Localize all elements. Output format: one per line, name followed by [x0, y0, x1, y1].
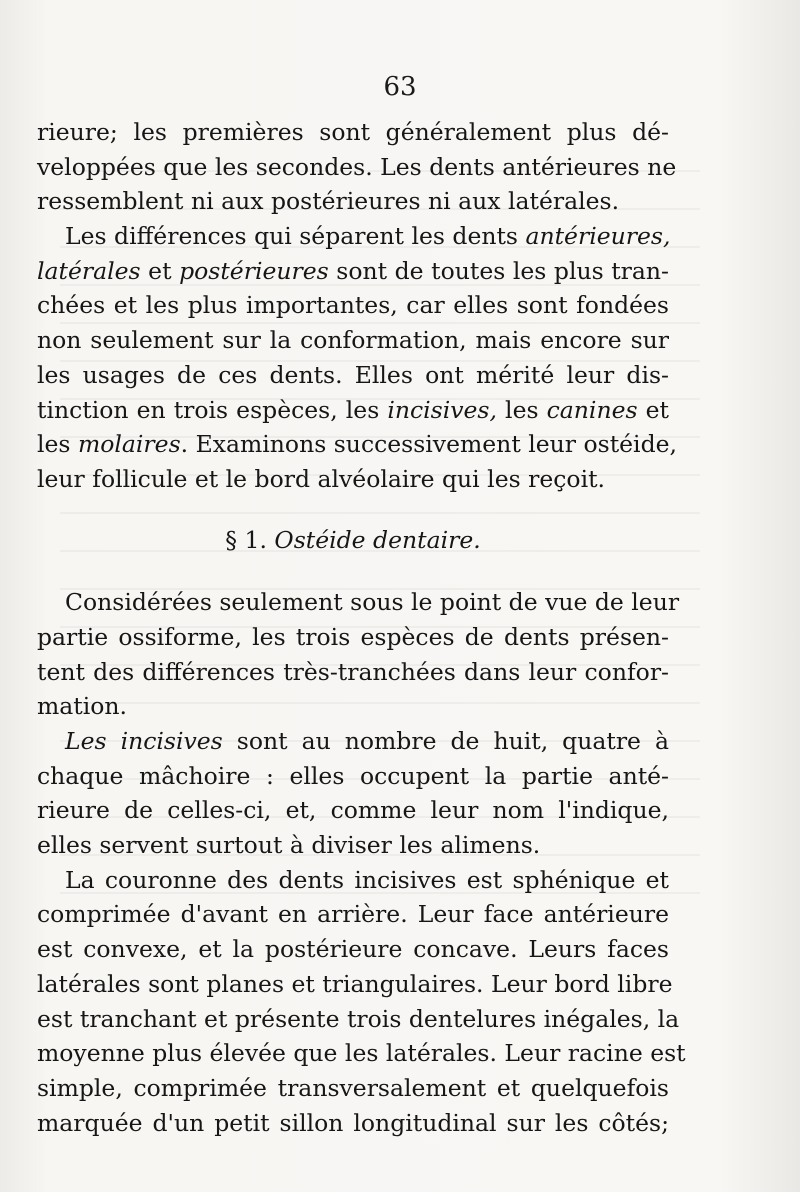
text-line: ressemblent ni aux postérieures ni aux latérales.	[37, 187, 620, 216]
text-line: les molaires. Examinons successivement leur ostéide,	[37, 430, 677, 459]
text-line: simple, comprimée transversalement et quelquefois	[37, 1073, 669, 1102]
text-line: leur follicule et le bord alvéolaire qui les reçoit.	[37, 464, 606, 493]
paragraph-1	[37, 115, 677, 219]
text-line: Les différences qui séparent les dents antérieures,	[65, 222, 671, 251]
text-line: tent des différences très-tranchées dans leur confor-	[37, 657, 669, 686]
text-line: elles servent surtout à diviser les alimens.	[37, 831, 541, 860]
text-line: rieure de celles-ci, et, comme leur nom l'indique,	[37, 796, 669, 825]
text-line: Considérées seulement sous le point de vue de leur	[65, 588, 680, 617]
italic-term: molaires	[77, 430, 181, 459]
italic-term: antérieures,	[525, 222, 671, 251]
italic-term: incisives,	[387, 395, 497, 424]
text-line: les usages de ces dents. Elles ont mérité leur dis-	[37, 360, 669, 389]
section-heading	[37, 523, 669, 558]
section-title: Ostéide dentaire.	[274, 525, 481, 554]
paragraph-2	[37, 219, 677, 497]
text-line: latérales sont planes et triangulaires. Leur bord libre	[37, 969, 673, 998]
text-line: latérales et postérieures sont de toutes les plus tran-	[37, 256, 669, 285]
text-line: marquée d'un petit sillon longitudinal sur les côtés;	[37, 1108, 669, 1137]
text-line: veloppées que les secondes. Les dents antérieures ne	[37, 152, 677, 181]
page-number: 63	[383, 72, 417, 102]
text-line: tinction en trois espèces, les incisives, les canines et	[37, 395, 669, 424]
body-text	[37, 115, 686, 1140]
text-line: Les incisives sont au nombre de huit, quatre à	[65, 727, 669, 755]
text-line: partie ossiforme, les trois espèces de dents présen-	[37, 622, 669, 651]
text-line: rieure; les premières sont généralement plus dé-	[37, 118, 669, 146]
text-line: est tranchant et présente trois dentelures inégales, la	[37, 1004, 680, 1033]
paragraph-5	[37, 863, 686, 1141]
italic-term: postérieures	[179, 256, 329, 285]
text-line: chées et les plus importantes, car elles sont fondées	[37, 291, 669, 320]
text-line: mation.	[37, 692, 128, 721]
italic-term: canines	[546, 395, 638, 424]
paragraph-4	[37, 724, 669, 863]
text-line: moyenne plus élevée que les latérales. Leur racine est	[37, 1039, 686, 1068]
italic-term: latérales	[37, 256, 141, 285]
paragraph-3	[37, 585, 680, 724]
text-line: La couronne des dents incisives est sphénique et	[65, 865, 669, 894]
section-number: § 1.	[225, 525, 267, 554]
text-line: non seulement sur la conformation, mais encore sur	[37, 326, 669, 355]
text-line: chaque mâchoire : elles occupent la partie anté-	[37, 761, 669, 790]
text-line: est convexe, et la postérieure concave. Leurs faces	[37, 935, 669, 964]
italic-term: Les incisives	[65, 727, 223, 755]
text-line: comprimée d'avant en arrière. Leur face antérieure	[37, 900, 669, 929]
